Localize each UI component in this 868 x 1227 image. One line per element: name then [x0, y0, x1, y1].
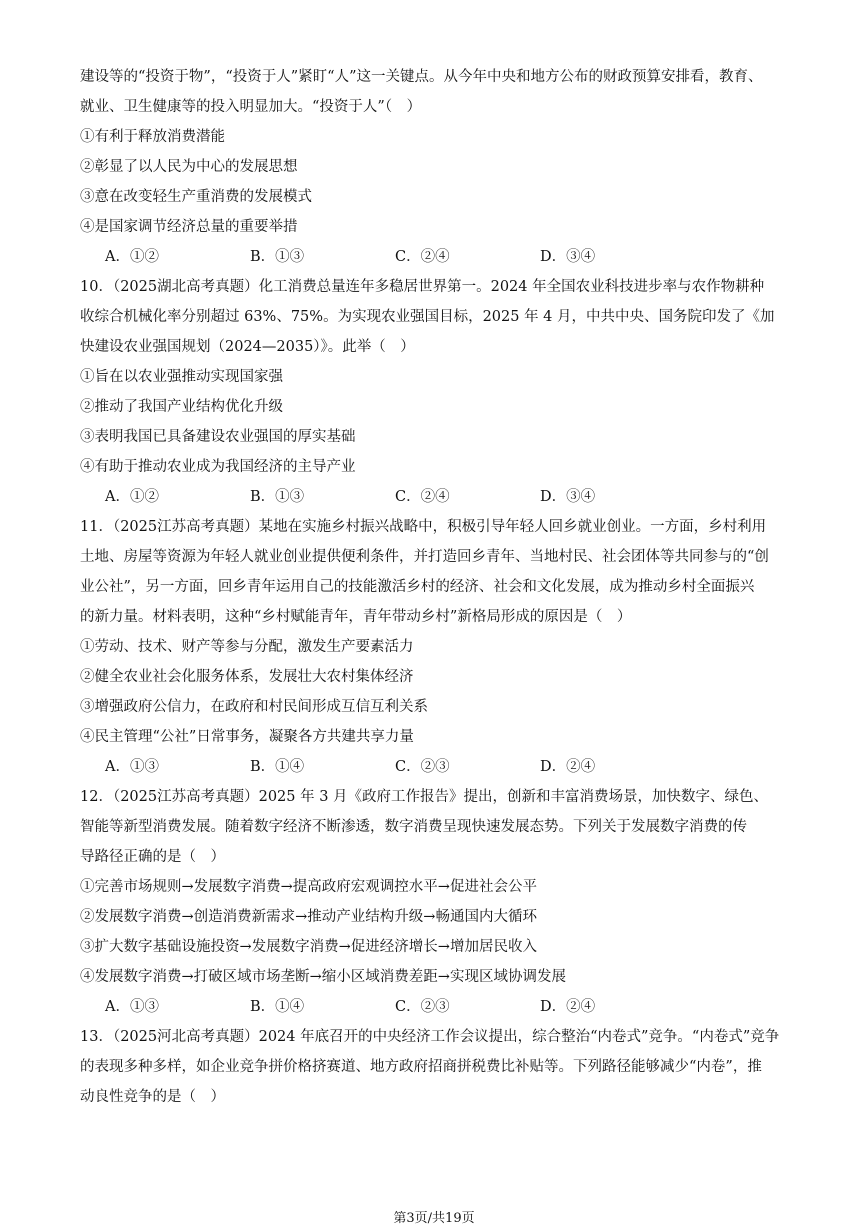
statement-option: ③增强政府公信力，在政府和村民间形成互信互利关系 [80, 699, 428, 715]
question-text-line: 收综合机械化率分别超过 63%、75%。为实现农业强国目标，2025 年 4 月，中共中央、国务院印发了《加 [80, 309, 775, 325]
question-text-line: 13．（2025河北高考真题）2024 年底召开的中央经济工作会议提出，综合整治“内卷式”竞争。“内卷式”竞争 [80, 1029, 780, 1045]
answer-choice-d: D．③④ [540, 249, 596, 265]
statement-option: ③扩大数字基础设施投资→发展数字消费→促进经济增长→增加居民收入 [80, 939, 537, 955]
question-text-line: 业公社”，另一方面，回乡青年运用自己的技能激活乡村的经济、社会和文化发展，成为推动乡村全面振兴 [80, 579, 755, 595]
statement-option: ①完善市场规则→发展数字消费→提高政府宏观调控水平→促进社会公平 [80, 879, 537, 895]
question-text-line: 的新力量。材料表明，这种“乡村赋能青年，青年带动乡村”新格局形成的原因是（ ） [80, 609, 632, 625]
question-block-12 [80, 782, 800, 1022]
question-text-line: 土地、房屋等资源为年轻人就业创业提供便利条件，并打造回乡青年、当地村民、社会团体等共同参与的“创 [80, 549, 769, 565]
statement-option: ①旨在以农业强推动实现国家强 [80, 369, 283, 385]
statement-option: ④有助于推动农业成为我国经济的主导产业 [80, 459, 356, 475]
answer-choice-a: A．①③ [105, 999, 159, 1015]
question-text-line: 建设等的“投资于物”，“投资于人”紧盯“人”这一关键点。从今年中央和地方公布的财政预算安排看，教育、 [80, 69, 763, 85]
statement-option: ②健全农业社会化服务体系，发展壮大农村集体经济 [80, 669, 414, 685]
answer-choice-d: D．②④ [540, 759, 596, 775]
answer-choice-d: D．②④ [540, 999, 596, 1015]
statement-option: ②发展数字消费→创造消费新需求→推动产业结构升级→畅通国内大循环 [80, 909, 537, 925]
question-text-line: 11．（2025江苏高考真题）某地在实施乡村振兴战略中，积极引导年轻人回乡就业创业。一方面，乡村利用 [80, 519, 767, 535]
answer-choice-d: D．③④ [540, 489, 596, 505]
question-text-line: 10．（2025湖北高考真题）化工消费总量连年多稳居世界第一。2024 年全国农业科技进步率与农作物耕种 [80, 279, 765, 295]
statement-option: ①劳动、技术、财产等参与分配，激发生产要素活力 [80, 639, 414, 655]
question-text-line: 12．（2025江苏高考真题）2025 年 3 月《政府工作报告》提出，创新和丰富消费场景，加快数字、绿色、 [80, 789, 769, 805]
question-block-10 [80, 272, 800, 512]
answer-choices [80, 752, 800, 782]
answer-choice-a: A．①③ [105, 759, 159, 775]
answer-choice-c: C．②④ [395, 249, 450, 265]
answer-choice-b: B．①④ [250, 759, 305, 775]
answer-choice-c: C．②④ [395, 489, 450, 505]
question-text-line: 的表现多种多样，如企业竞争拼价格挤赛道、地方政府招商拼税费比补贴等。下列路径能够减少“内卷”，推 [80, 1059, 762, 1075]
statement-option: ④发展数字消费→打破区域市场垄断→缩小区域消费差距→实现区域协调发展 [80, 969, 566, 985]
statement-option: ②彰显了以人民为中心的发展思想 [80, 159, 298, 175]
statement-option: ③意在改变轻生产重消费的发展模式 [80, 189, 312, 205]
answer-choices [80, 242, 800, 272]
statement-option: ①有利于释放消费潜能 [80, 129, 225, 145]
answer-choice-c: C．②③ [395, 759, 450, 775]
question-block-9 [80, 62, 800, 272]
question-text-line: 智能等新型消费发展。随着数字经济不断渗透，数字消费呈现快速发展态势。下列关于发展数字消费的传 [80, 819, 747, 835]
answer-choice-b: B．①③ [250, 249, 305, 265]
page-footer: 第3页/共19页 [393, 1211, 475, 1226]
statement-option: ③表明我国已具备建设农业强国的厚实基础 [80, 429, 356, 445]
question-text-line: 导路径正确的是（ ） [80, 849, 225, 865]
answer-choice-c: C．②③ [395, 999, 450, 1015]
answer-choice-b: B．①③ [250, 489, 305, 505]
page-content [80, 62, 800, 1112]
answer-choices [80, 992, 800, 1022]
question-block-11 [80, 512, 800, 782]
answer-choices [80, 482, 800, 512]
answer-choice-b: B．①④ [250, 999, 305, 1015]
answer-choice-a: A．①② [105, 249, 159, 265]
question-text-line: 快建设农业强国规划（2024—2035）》。此举（ ） [80, 339, 415, 355]
question-text-line: 就业、卫生健康等的投入明显加大。“投资于人”（ ） [80, 99, 422, 115]
question-block-13 [80, 1022, 800, 1112]
statement-option: ④是国家调节经济总量的重要举措 [80, 219, 298, 235]
answer-choice-a: A．①② [105, 489, 159, 505]
statement-option: ④民主管理“公社”日常事务，凝聚各方共建共享力量 [80, 729, 414, 745]
question-text-line: 动良性竞争的是（ ） [80, 1089, 225, 1105]
statement-option: ②推动了我国产业结构优化升级 [80, 399, 283, 415]
